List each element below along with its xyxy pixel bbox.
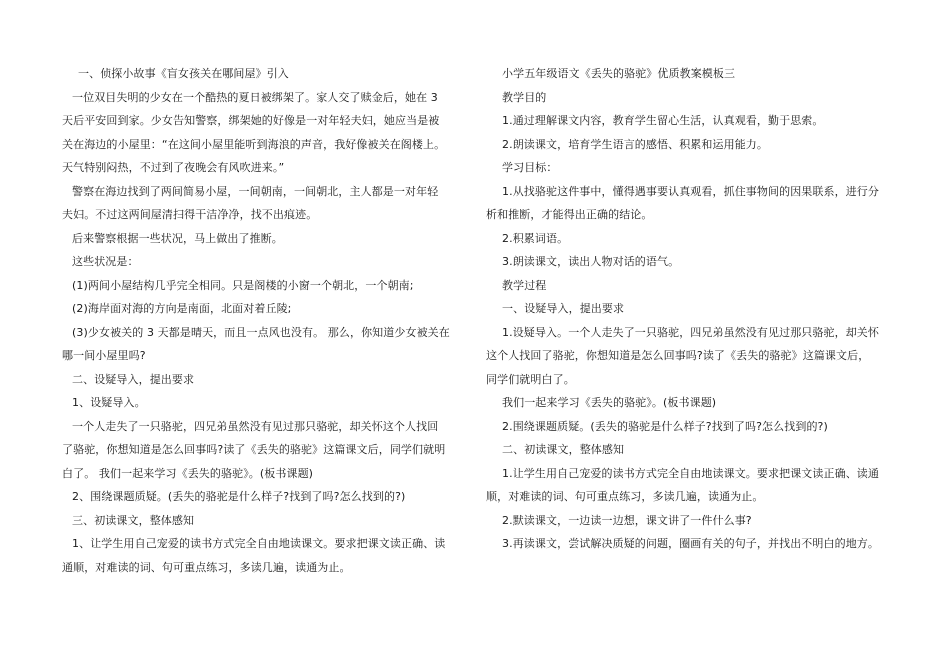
right-text-line: 1.设疑导入。一个人走失了一只骆驼，四兄弟虽然没有见过那只骆驼，却关怀 — [502, 325, 879, 339]
left-text-line: 天后平安回到家。少女告知警察，绑架她的好像是一对年轻夫妇，她应当是被 — [62, 114, 440, 127]
right-text-line: 教学目的 — [502, 90, 547, 104]
left-text-line: 这些状况是： — [72, 255, 139, 268]
left-text-line: 哪一间小屋里吗? — [62, 349, 146, 362]
left-text-line: 一、侦探小故事《盲女孩关在哪间屋》引入 — [78, 67, 289, 80]
right-text-line: 小学五年级语文《丢失的骆驼》优质教案模板三 — [502, 67, 736, 80]
left-text-line: 关在海边的小屋里：“在这间小屋里能听到海浪的声音，我好像被关在阁楼上。 — [62, 137, 446, 151]
right-text-line: 同学们就明白了。 — [486, 372, 575, 386]
left-text-line: (1)两间小屋结构几乎完全相同。只是阁楼的小窗一个朝北，一个朝南; — [72, 278, 414, 292]
right-column — [486, 62, 894, 556]
right-text-line: 教学过程 — [502, 278, 547, 292]
left-text-line: 2、围绕课题质疑。(丢失的骆驼是什么样子?找到了吗?怎么找到的?) — [72, 490, 406, 503]
left-text-line: 夫妇。不过这两间屋清扫得干洁净净，找不出痕迹。 — [62, 208, 318, 221]
left-column — [62, 62, 460, 579]
right-text-line: 2.朗读课文，培育学生语言的感悟、积累和运用能力。 — [502, 137, 768, 151]
left-text-line: 1、设疑导入。 — [72, 396, 146, 409]
right-text-line: 1.通过理解课文内容，教育学生留心生活，认真观看，勤于思索。 — [502, 114, 824, 127]
right-text-line: 顺，对难读的词、句可重点练习，多读几遍，读通为止。 — [486, 490, 764, 503]
right-text-line: 二、初读课文，整体感知 — [502, 443, 625, 456]
left-text-line: 一位双目失明的少女在一个酷热的夏日被绑架了。家人交了赎金后，她在 3 — [72, 90, 438, 104]
right-text-line: 1.从找骆驼这件事中，懂得遇事要认真观看，抓住事物间的因果联系，进行分 — [502, 184, 879, 198]
right-text-line: 这个人找回了骆驼，你想知道是怎么回事吗?读了《丢失的骆驼》这篇课文后， — [486, 349, 870, 362]
left-text-line: 通顺，对难读的词、句可重点练习，多读几遍，读通为止。 — [62, 560, 351, 574]
left-text-line: 三、初读课文，整体感知 — [72, 513, 195, 527]
right-text-line: 一、设疑导入，提出要求 — [502, 302, 625, 315]
right-text-line: 1.让学生用自己宠爱的读书方式完全自由地读课文。要求把课文读正确、读通 — [502, 466, 879, 480]
left-text-line: 白了。 我们一起来学习《丢失的骆驼》。(板书课题) — [62, 466, 314, 480]
right-text-line: 2.默读课文，一边读一边想，课文讲了一件什么事? — [502, 513, 752, 527]
right-text-line: 2.积累词语。 — [502, 231, 569, 245]
right-text-line: 2.围绕课题质疑。(丢失的骆驼是什么样子?找到了吗?怎么找到的?) — [502, 419, 828, 433]
left-text-line: 了骆驼，你想知道是怎么回事吗?读了《丢失的骆驼》这篇课文后，同学们就明 — [62, 443, 446, 456]
right-text-line: 学习目标： — [502, 161, 558, 174]
left-text-line: 一个人走失了一只骆驼，四兄弟虽然没有见过那只骆驼，却关怀这个人找回 — [72, 419, 439, 433]
left-text-line: 二、设疑导入，提出要求 — [72, 372, 195, 386]
left-text-line: 1、让学生用自己宠爱的读书方式完全自由地读课文。要求把课文读正确、读 — [72, 537, 446, 550]
right-text-line: 3.朗读课文，读出人物对话的语气。 — [502, 255, 680, 268]
right-text-line: 我们一起来学习《丢失的骆驼》。(板书课题) — [502, 396, 717, 409]
left-text-line: 警察在海边找到了两间简易小屋，一间朝南，一间朝北，主人都是一对年轻 — [72, 184, 439, 198]
left-text-line: 天气特别闷热，不过到了夜晚会有风吹进来。” — [62, 161, 285, 174]
left-text-line: 后来警察根据一些状况，马上做出了推断。 — [72, 231, 283, 245]
left-text-line: (3)少女被关的 3 天都是晴天，而且一点风也没有。 那么，你知道少女被关在 — [72, 325, 450, 339]
left-text-line: (2)海岸面对海的方向是南面，北面对着丘陵; — [72, 302, 292, 315]
right-text-line: 3.再读课文，尝试解决质疑的问题，圈画有关的句子，并找出不明白的地方。 — [502, 537, 879, 550]
right-text-line: 析和推断，才能得出正确的结论。 — [486, 208, 653, 221]
